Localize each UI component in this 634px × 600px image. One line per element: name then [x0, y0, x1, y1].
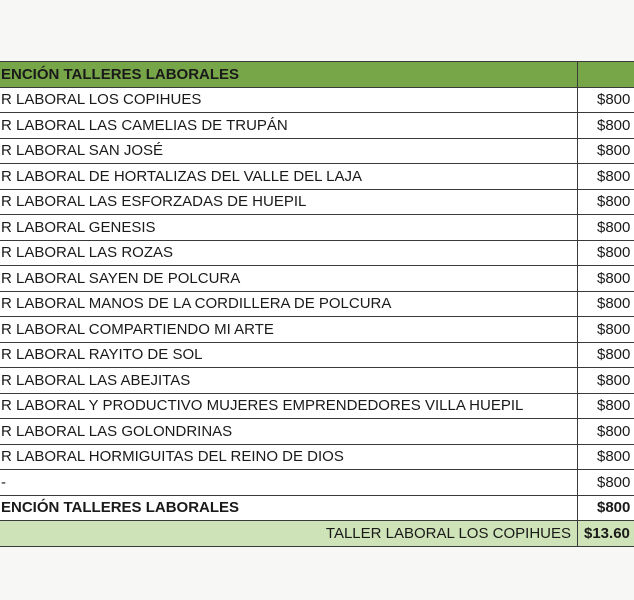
- table-row: [0, 138, 634, 164]
- taller-name-cell[interactable]: R LABORAL LAS ROZAS: [0, 240, 578, 266]
- amount-cell[interactable]: $800: [578, 317, 634, 343]
- table-row: [0, 291, 634, 317]
- amount-cell[interactable]: $800: [578, 138, 634, 164]
- subtotal-row: [0, 495, 634, 521]
- amount-cell[interactable]: $800: [578, 164, 634, 190]
- table-row: [0, 342, 634, 368]
- amount-cell[interactable]: $800: [578, 113, 634, 139]
- table-header-empty-cell[interactable]: [578, 62, 634, 88]
- taller-name-cell[interactable]: -: [0, 470, 578, 496]
- amount-cell[interactable]: $800: [578, 189, 634, 215]
- table-row: [0, 444, 634, 470]
- taller-name-cell[interactable]: R LABORAL LAS CAMELIAS DE TRUPÁN: [0, 113, 578, 139]
- taller-name-cell[interactable]: R LABORAL LAS ESFORZADAS DE HUEPIL: [0, 189, 578, 215]
- table-row: [0, 470, 634, 496]
- taller-name-cell[interactable]: R LABORAL GENESIS: [0, 215, 578, 241]
- total-label-cell[interactable]: TALLER LABORAL LOS COPIHUES: [0, 521, 578, 547]
- taller-name-cell[interactable]: R LABORAL SAYEN DE POLCURA: [0, 266, 578, 292]
- amount-cell[interactable]: $800: [578, 266, 634, 292]
- taller-name-cell[interactable]: R LABORAL DE HORTALIZAS DEL VALLE DEL LAJA: [0, 164, 578, 190]
- taller-name-cell[interactable]: R LABORAL RAYITO DE SOL: [0, 342, 578, 368]
- taller-name-cell[interactable]: R LABORAL MANOS DE LA CORDILLERA DE POLCURA: [0, 291, 578, 317]
- amount-cell[interactable]: $800: [578, 240, 634, 266]
- table-row: [0, 266, 634, 292]
- taller-name-cell[interactable]: R LABORAL SAN JOSÉ: [0, 138, 578, 164]
- table-row: [0, 164, 634, 190]
- taller-name-cell[interactable]: R LABORAL HORMIGUITAS DEL REINO DE DIOS: [0, 444, 578, 470]
- taller-name-cell[interactable]: R LABORAL COMPARTIENDO MI ARTE: [0, 317, 578, 343]
- table-row: [0, 419, 634, 445]
- amount-cell[interactable]: $800: [578, 368, 634, 394]
- table-header-row: [0, 62, 634, 88]
- table-row: [0, 189, 634, 215]
- table-row: [0, 87, 634, 113]
- amount-cell[interactable]: $800: [578, 215, 634, 241]
- total-amount-cell[interactable]: $13.60: [578, 521, 634, 547]
- table-header-label[interactable]: ENCIÓN TALLERES LABORALES: [0, 62, 578, 88]
- taller-name-cell[interactable]: R LABORAL LAS ABEJITAS: [0, 368, 578, 394]
- amount-cell[interactable]: $800: [578, 444, 634, 470]
- subtotal-label-cell[interactable]: ENCIÓN TALLERES LABORALES: [0, 495, 578, 521]
- taller-name-cell[interactable]: R LABORAL Y PRODUCTIVO MUJERES EMPRENDEDORES VILLA HUEPIL: [0, 393, 578, 419]
- amount-cell[interactable]: $800: [578, 393, 634, 419]
- table-row: [0, 113, 634, 139]
- amount-cell[interactable]: $800: [578, 470, 634, 496]
- taller-name-cell[interactable]: R LABORAL LAS GOLONDRINAS: [0, 419, 578, 445]
- table-row: [0, 240, 634, 266]
- amount-cell[interactable]: $800: [578, 419, 634, 445]
- table-row: [0, 317, 634, 343]
- table-row: [0, 215, 634, 241]
- subtotal-amount-cell[interactable]: $800: [578, 495, 634, 521]
- amount-cell[interactable]: $800: [578, 87, 634, 113]
- amount-cell[interactable]: $800: [578, 291, 634, 317]
- amount-cell[interactable]: $800: [578, 342, 634, 368]
- table-row: [0, 393, 634, 419]
- total-row: [0, 521, 634, 547]
- talleres-table: [0, 61, 634, 547]
- table-row: [0, 368, 634, 394]
- taller-name-cell[interactable]: R LABORAL LOS COPIHUES: [0, 87, 578, 113]
